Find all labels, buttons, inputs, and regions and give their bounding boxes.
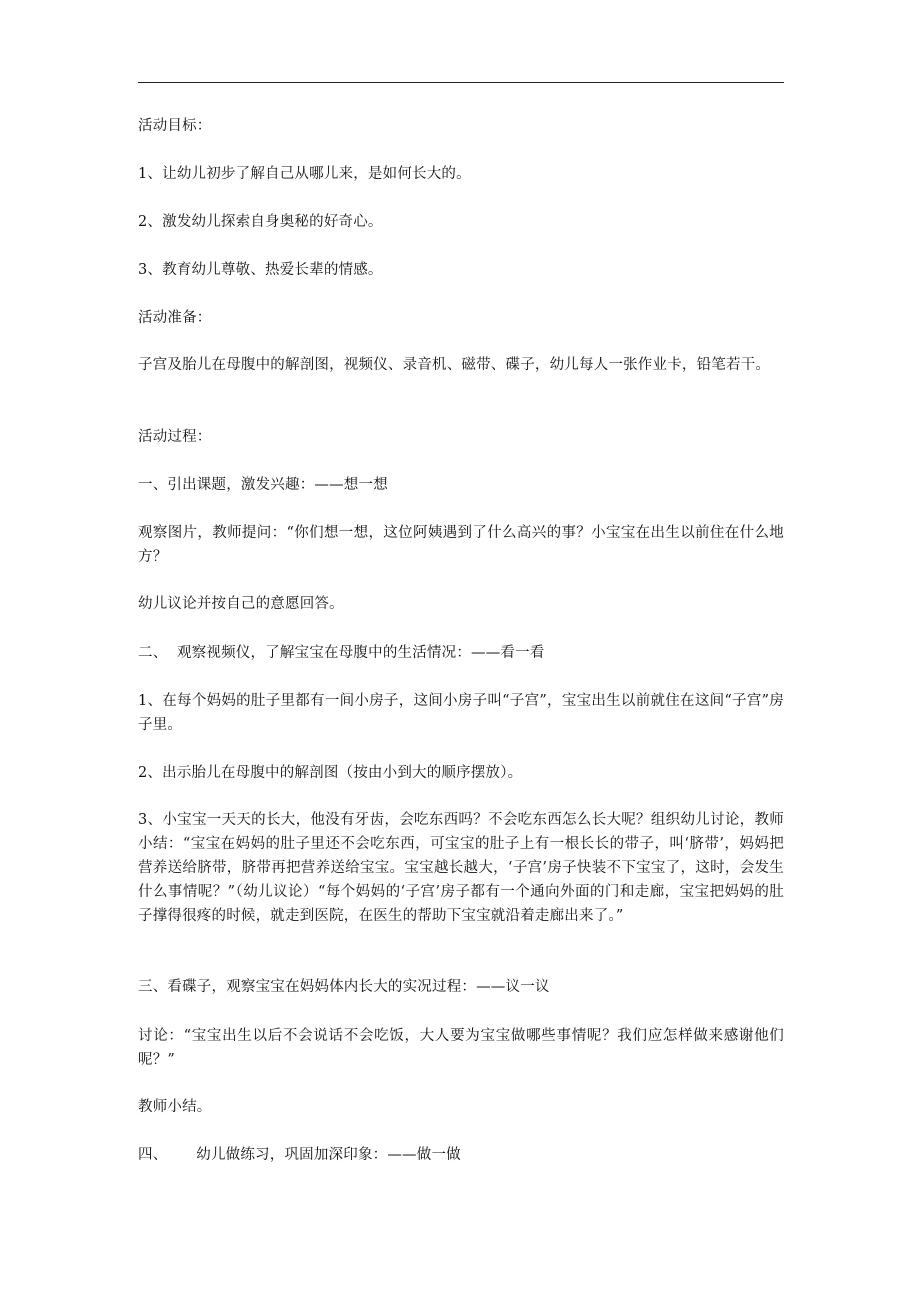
header-rule (138, 82, 784, 83)
step1-heading: 一、引出课题，激发兴趣：——想一想 (138, 477, 388, 493)
goal-item-2: 2、激发幼儿探索自身奥秘的好奇心。 (138, 214, 383, 230)
goal-item-1: 1、让幼儿初步了解自己从哪儿来，是如何长大的。 (138, 166, 471, 182)
step2-heading: 二、 观察视频仪，了解宝宝在母腹中的生活情况：——看一看 (138, 645, 545, 661)
step2-item-3: 3、小宝宝一天天的长大，他没有牙齿，会吃东西吗？不会吃东西怎么长大呢？组织幼儿讨论，教师小结：“宝宝在妈妈的肚子里还不会吃东西，可宝宝的肚子上有一根长长的带子，叫‘脐带’，妈妈把营养送给脐带，脐带再把营养送给宝宝。宝宝越长越大，‘子宫’房子快装不下宝宝了，这时，会发生什么事情呢？”（幼儿议论）“每个妈妈的‘子宫’房子都有一个通向外面的门和走廊，宝宝把妈妈的肚子撑得很疼的时候，就走到医院，在医生的帮助下宝宝就沿着走廊出来了。” (138, 812, 784, 924)
prep-heading: 活动准备： (138, 310, 212, 326)
step1-text: 观察图片，教师提问：“你们想一想，这位阿姨遇到了什么高兴的事？小宝宝在出生以前住在什么地方？ (138, 525, 784, 565)
step4-heading: 四、 幼儿做练习，巩固加深印象：——做一做 (138, 1147, 461, 1163)
step2-item-1: 1、在每个妈妈的肚子里都有一间小房子，这间小房子叫“子宫”，宝宝出生以前就住在这间“子宫”房子里。 (138, 693, 784, 733)
step2-item-2: 2、出示胎儿在母腹中的解剖图（按由小到大的顺序摆放）。 (138, 765, 523, 781)
step3-heading: 三、看碟子，观察宝宝在妈妈体内长大的实况过程：——议一议 (138, 979, 550, 995)
prep-text: 子宫及胎儿在母腹中的解剖图，视频仪、录音机、磁带、碟子，幼儿每人一张作业卡，铅笔若干。 (138, 357, 771, 373)
process-heading: 活动过程： (138, 429, 212, 445)
step3-summary: 教师小结。 (138, 1099, 212, 1115)
step3-text: 讨论：“宝宝出生以后不会说话不会吃饭，大人要为宝宝做哪些事情呢？我们应怎样做来感谢他们呢？” (138, 1028, 784, 1068)
goal-item-3: 3、教育幼儿尊敬、热爱长辈的情感。 (138, 262, 383, 278)
goal-heading: 活动目标： (138, 118, 212, 134)
step1-answer: 幼儿议论并按自己的意愿回答。 (138, 596, 344, 612)
